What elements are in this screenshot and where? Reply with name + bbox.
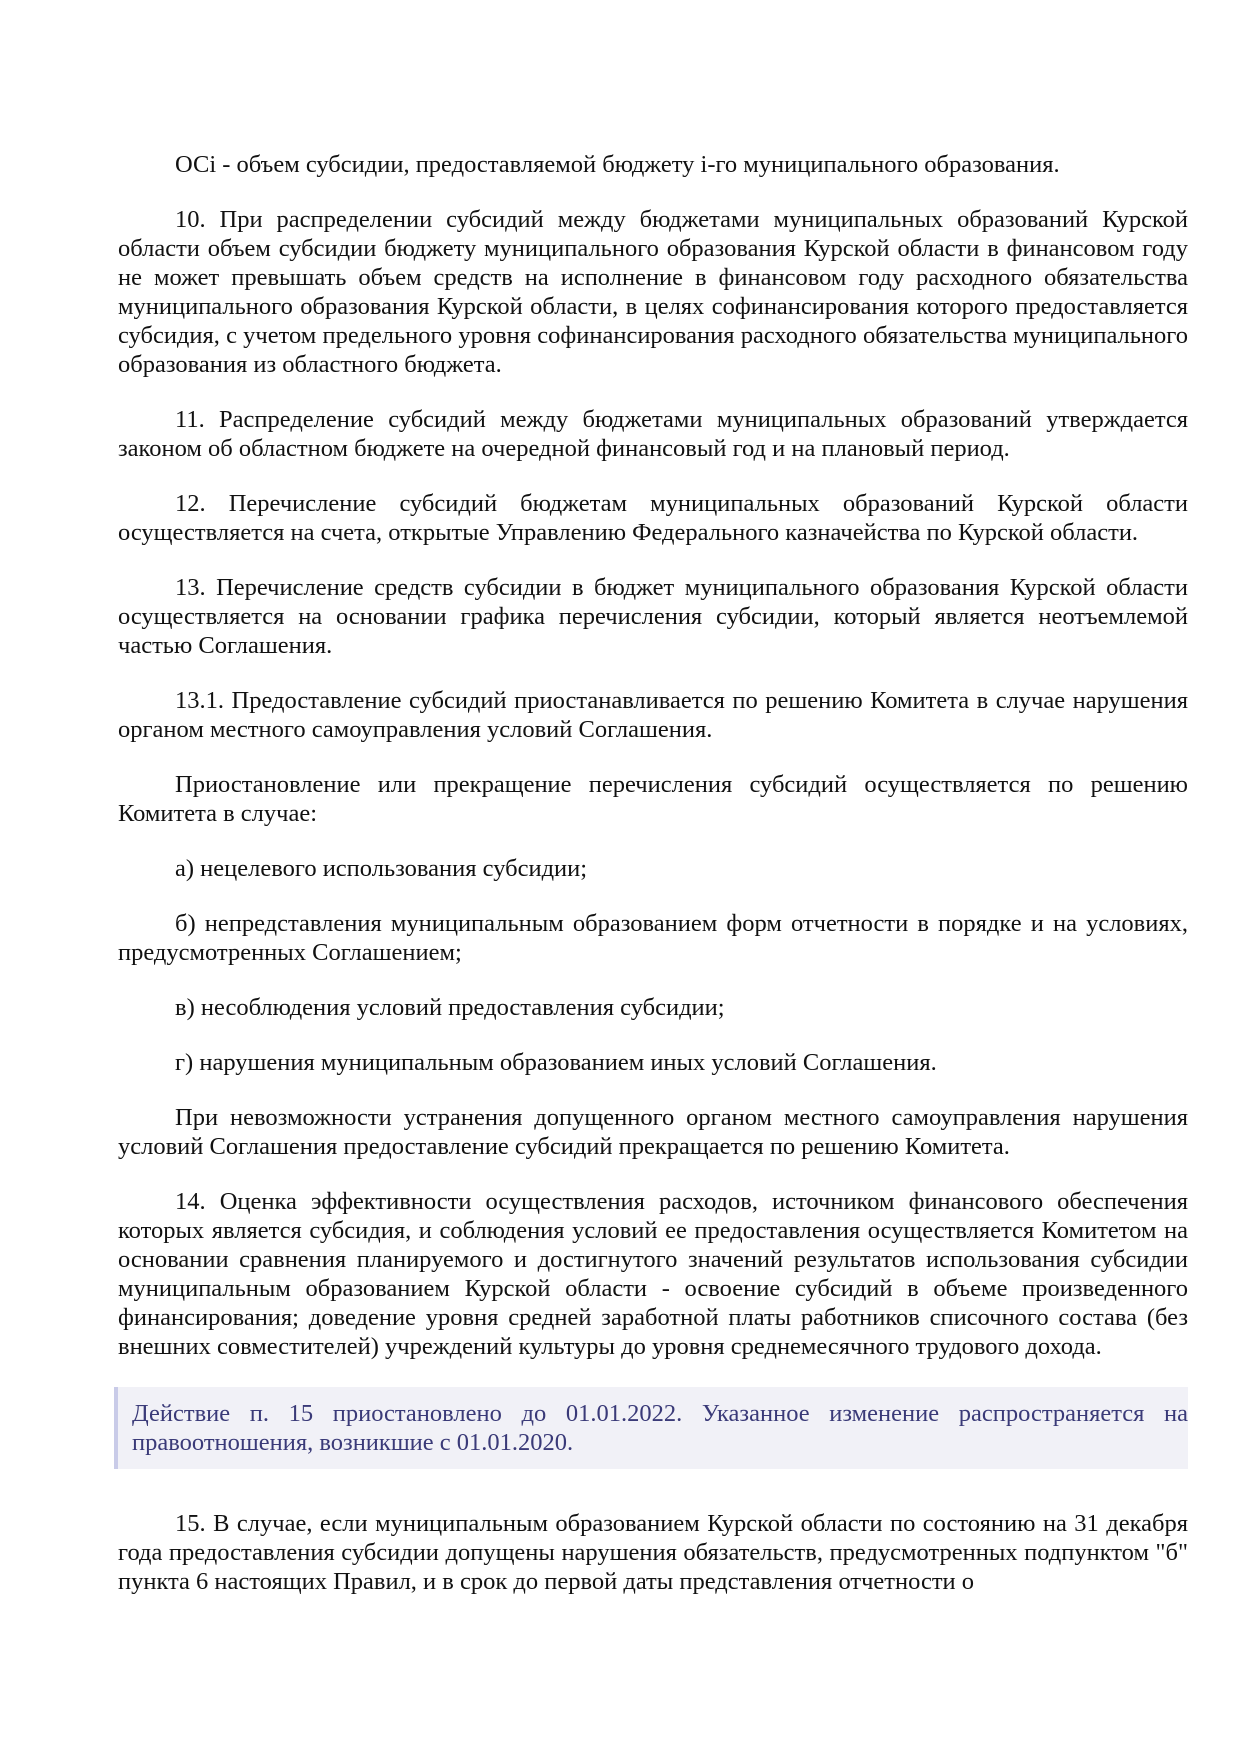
list-item-b: б) непредставления муниципальным образованием форм отчетности в порядке и на условиях, предусмотренных Соглашением; [118, 910, 1188, 966]
list-item-v: в) несоблюдения условий предоставления субсидии; [175, 994, 725, 1021]
document-page [118, 150, 1188, 1622]
list-item-a: а) нецелевого использования субсидии; [175, 855, 588, 882]
paragraph-15: 15. В случае, если муниципальным образованием Курской области по состоянию на 31 декабря года предоставления субсидии допущены нарушения обязательств, предусмотренных подпунктом "б" пункта 6 настоящих Правил, и в срок до первой даты представления отчетности о [118, 1510, 1188, 1595]
editorial-note-text: Действие п. 15 приостановлено до 01.01.2022. Указанное изменение распространяется на правоотношения, возникшие с 01.01.2020. [132, 1400, 1188, 1456]
paragraph-13: 13. Перечисление средств субсидии в бюджет муниципального образования Курской области осуществляется на основании графика перечисления субсидии, который является неотъемлемой частью Соглашения. [118, 574, 1188, 659]
paragraph-11: 11. Распределение субсидий между бюджетами муниципальных образований утверждается законом об областном бюджете на очередной финансовый год и на плановый период. [118, 406, 1188, 462]
paragraph-10: 10. При распределении субсидий между бюджетами муниципальных образований Курской области объем субсидии бюджету муниципального образования Курской области в финансовом году не может превышать объем средств на исполнение в финансовом году расходного обязательства муниципального образования Курской области, в целях софинансирования которого предоставляется субсидия, с учетом предельного уровня софинансирования расходного обязательства муниципального образования из областного бюджета. [118, 206, 1188, 378]
editorial-note [114, 1387, 1188, 1469]
paragraph-suspension: Приостановление или прекращение перечисления субсидий осуществляется по решению Комитета в случае: [118, 771, 1188, 827]
list-item-g: г) нарушения муниципальным образованием иных условий Соглашения. [175, 1049, 937, 1076]
paragraph-13-1: 13.1. Предоставление субсидий приостанавливается по решению Комитета в случае нарушения органом местного самоуправления условий Соглашения. [118, 687, 1188, 743]
paragraph-14: 14. Оценка эффективности осуществления расходов, источником финансового обеспечения которых является субсидия, и соблюдения условий ее предоставления осуществляется Комитетом на основании сравнения планируемого и достигнутого значений результатов использования субсидии муниципальным образованием Курской области - освоение субсидий в объеме произведенного финансирования; доведение уровня средней заработной платы работников списочного состава (без внешних совместителей) учреждений культуры до уровня среднемесячного трудового дохода. [118, 1188, 1188, 1360]
paragraph-osi: ОСi - объем субсидии, предоставляемой бюджету i-го муниципального образования. [175, 151, 1060, 178]
paragraph-12: 12. Перечисление субсидий бюджетам муниципальных образований Курской области осуществляется на счета, открытые Управлению Федерального казначейства по Курской области. [118, 490, 1188, 546]
paragraph-termination: При невозможности устранения допущенного органом местного самоуправления нарушения условий Соглашения предоставление субсидий прекращается по решению Комитета. [118, 1104, 1188, 1160]
